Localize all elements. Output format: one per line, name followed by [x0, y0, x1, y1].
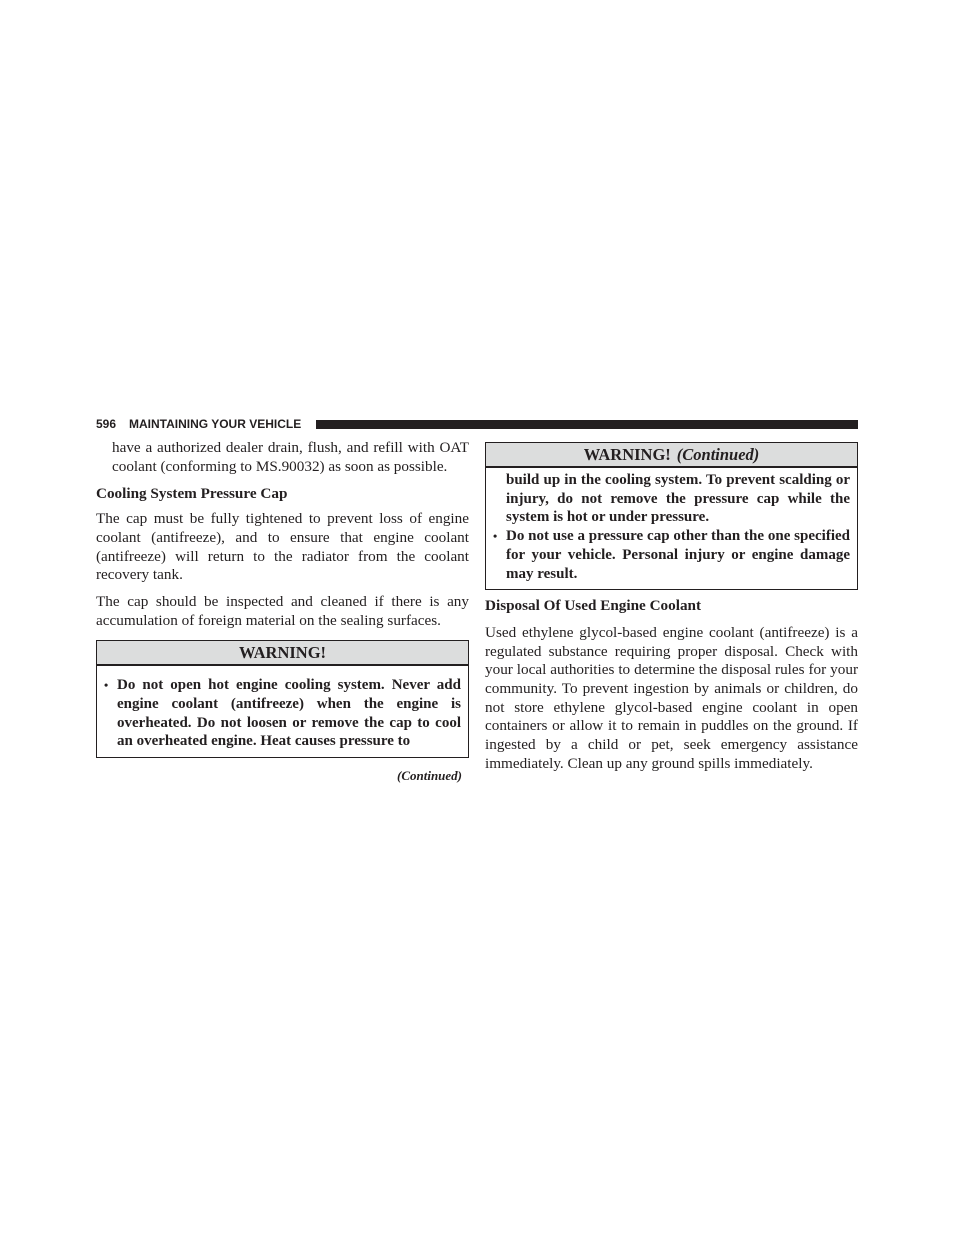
- warning-body-continued: [486, 468, 857, 589]
- warning-title-text: WARNING!: [238, 643, 327, 663]
- warning-bullet-2: [493, 527, 850, 583]
- warning-continuation-text: build up in the cooling system. To prevent scalding or injury, do not remove the pressure cap while the system is hot or under pressure.: [506, 472, 850, 526]
- intro-paragraph: have a authorized dealer drain, flush, and refill with OAT coolant (conforming to MS.90032) as soon as possible.: [112, 439, 469, 475]
- warning-bullet-2-text: Do not use a pressure cap other than the one specified for your vehicle. Personal injury or engine damage may result.: [506, 528, 850, 582]
- section-title: MAINTAINING YOUR VEHICLE: [129, 417, 302, 431]
- warning-box-continued: [485, 442, 858, 590]
- cap-heading: Cooling System Pressure Cap: [96, 485, 288, 503]
- continued-note: (Continued): [396, 768, 462, 784]
- disposal-heading: Disposal Of Used Engine Coolant: [485, 597, 702, 615]
- warning-bullet: [104, 676, 461, 751]
- bullet-icon: •: [493, 529, 498, 544]
- left-column: [96, 439, 469, 784]
- warning-box: [96, 640, 469, 758]
- warning-title-continued: [486, 443, 857, 468]
- cap-paragraph-2: The cap should be inspected and cleaned if there is any accumulation of foreign material on the sealing surfaces.: [96, 592, 469, 629]
- cap-paragraph-1: The cap must be fully tightened to prevent loss of engine coolant (antifreeze), and to ensure that engine coolant (antifreeze) will return to the radiator from the coolant recovery tank.: [96, 510, 469, 584]
- warning-bullet-text: Do not open hot engine cooling system. Never add engine coolant (antifreeze) when the engine is overheated. Do not loosen or remove the cap to cool an overheated engine. Heat causes pressure to: [117, 677, 461, 750]
- page-header: [96, 417, 858, 431]
- header-rule: [316, 420, 858, 429]
- warning-title-suffix: (Continued): [676, 445, 760, 464]
- right-column: [485, 442, 858, 774]
- page-number: 596: [96, 417, 117, 431]
- disposal-paragraph: Used ethylene glycol-based engine coolant (antifreeze) is a regulated substance requiring proper disposal. Check with your local authorities to determine the disposal rules for your community. To prevent ingestion by animals or children, do not store ethylene glycol-based engine coolant in open containers or allow it to remain in puddles on the ground. If ingested by a child or pet, seek emergency assistance immediately. Clean up any ground spills immediately.: [485, 623, 858, 772]
- bullet-icon: •: [104, 678, 109, 693]
- warning-body: [97, 666, 468, 757]
- warning-title-text: WARNING!: [583, 445, 671, 464]
- warning-title: [97, 641, 468, 666]
